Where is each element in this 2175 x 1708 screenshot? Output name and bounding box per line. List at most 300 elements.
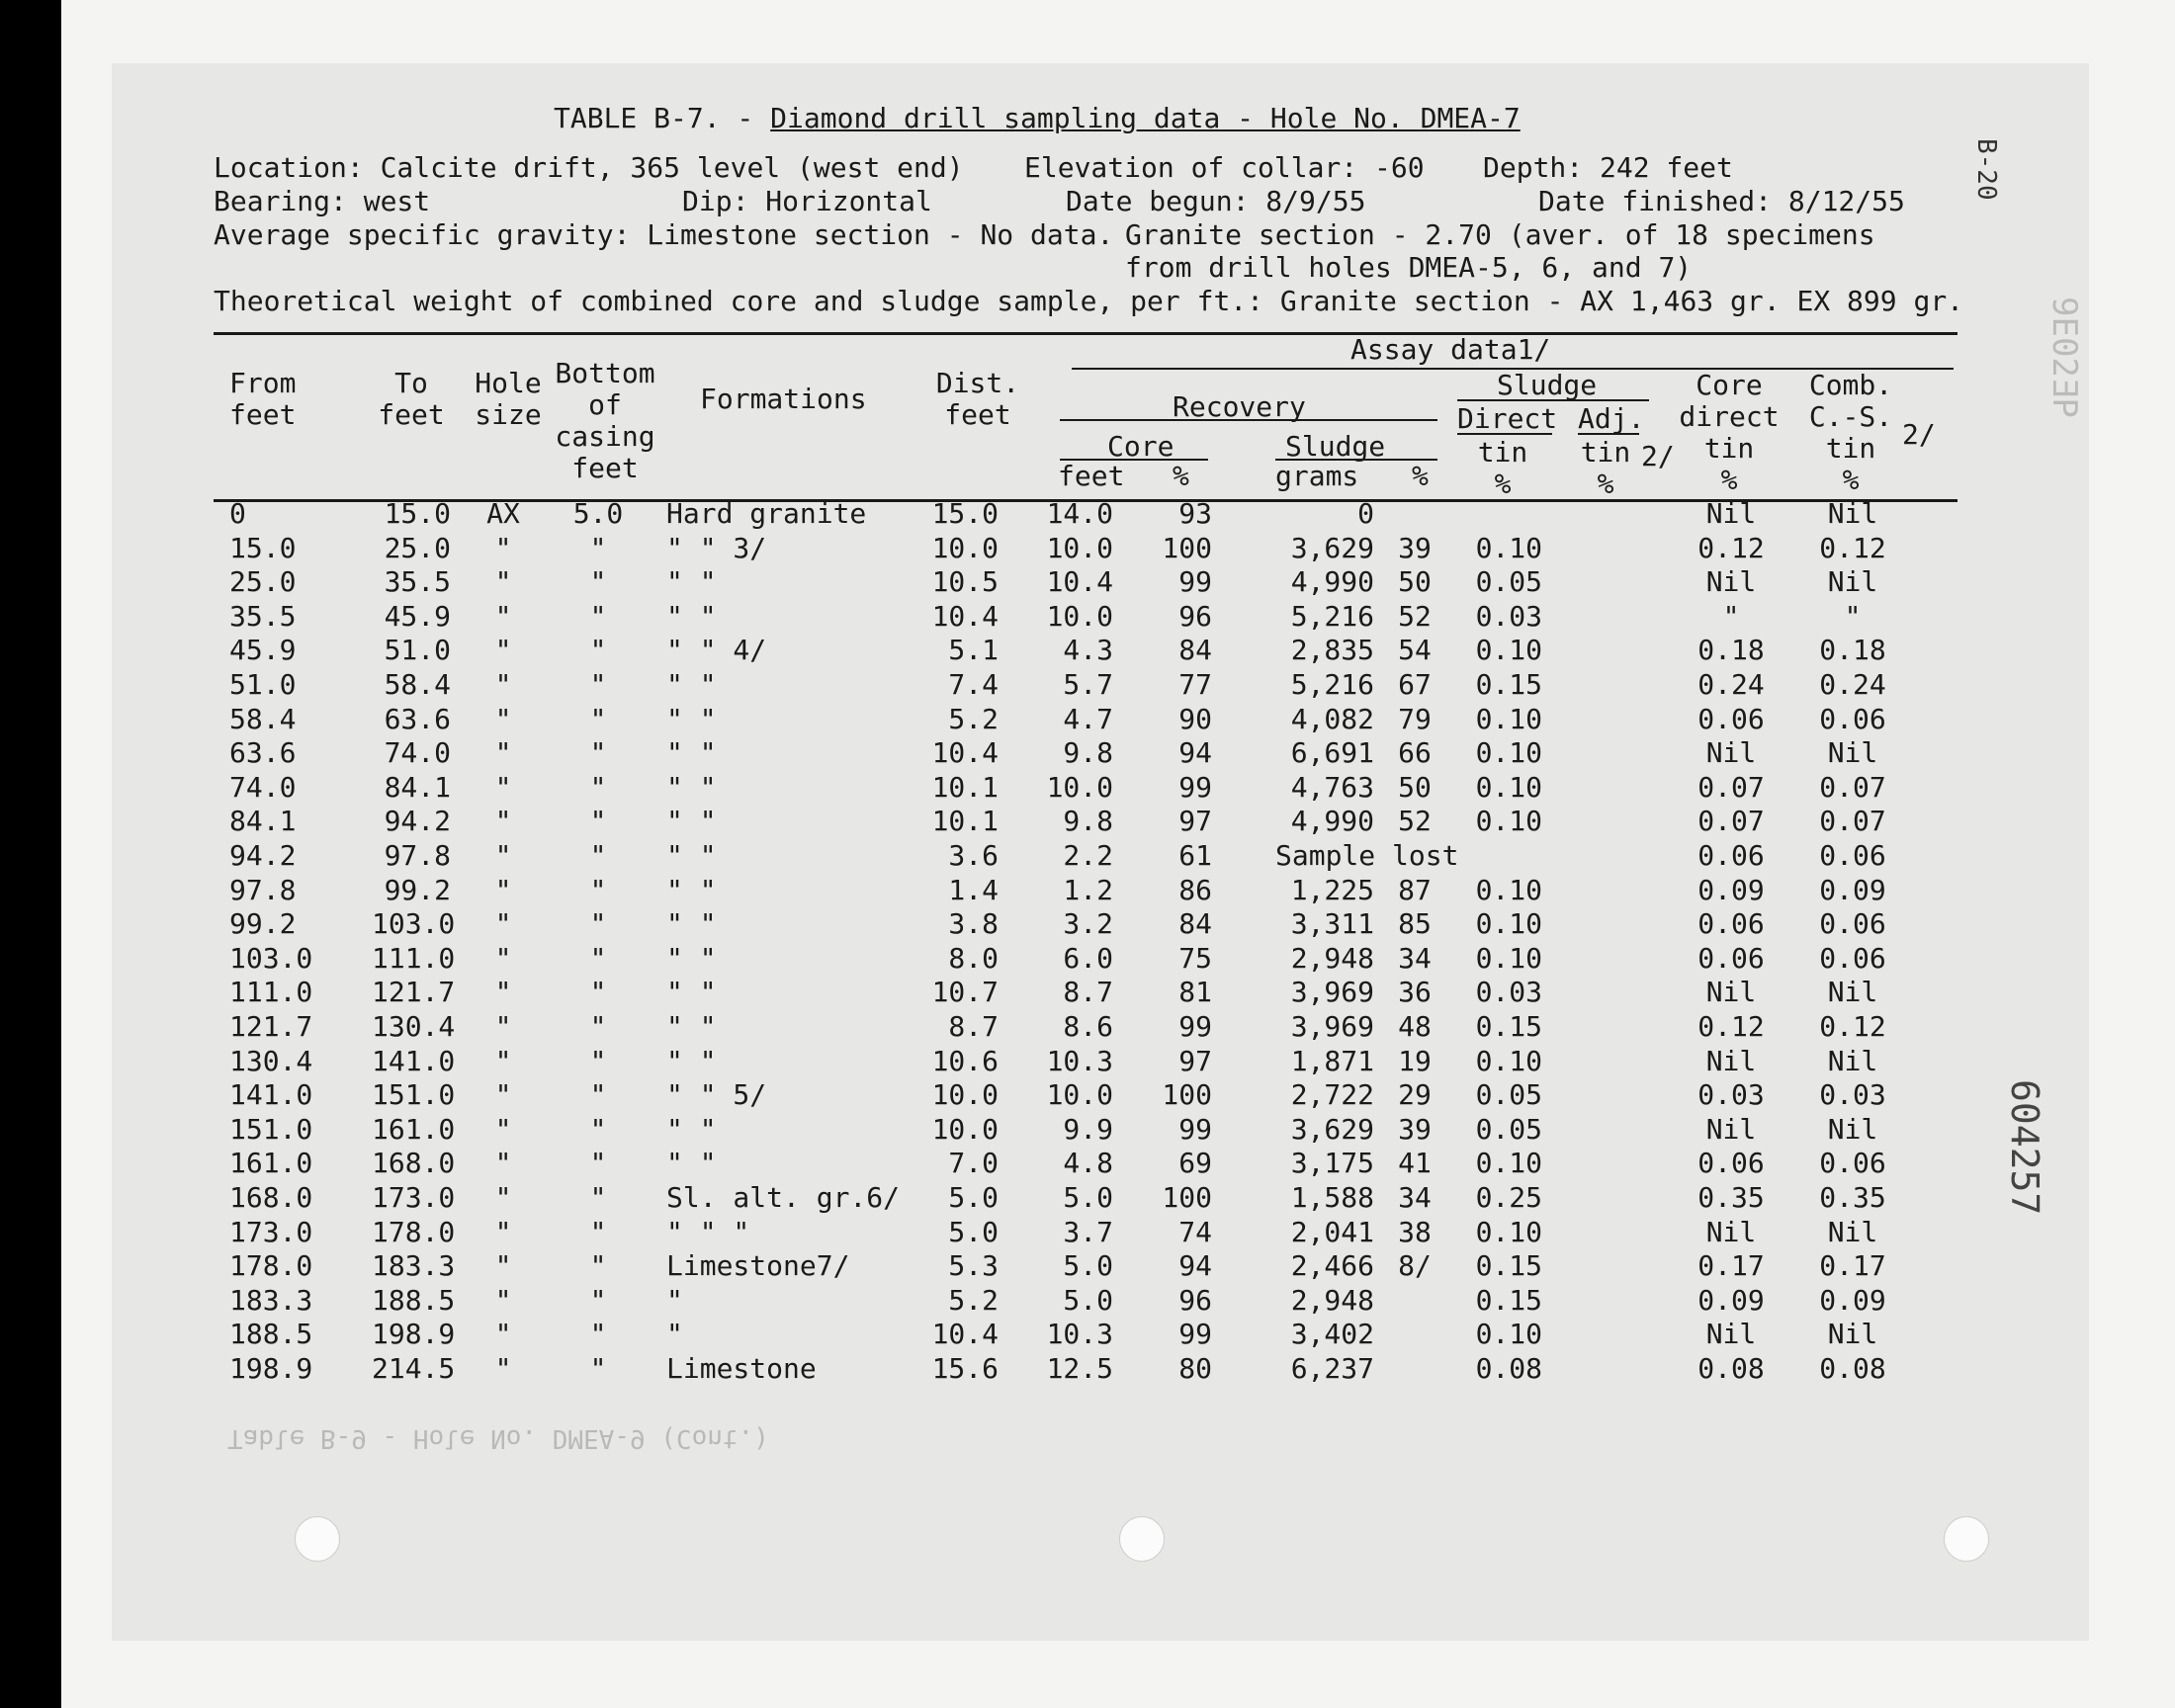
cell-core-pct: 86	[1178, 873, 1212, 906]
cell-formation: " "	[666, 565, 717, 599]
cell-hole-size: "	[494, 634, 512, 667]
cell-direct-tin: 0.10	[1475, 770, 1542, 804]
cell-dist: 10.1	[931, 770, 999, 804]
cell-formation: " "	[666, 873, 717, 906]
cell-to: 25.0	[384, 531, 451, 564]
cell-direct-tin: 0.10	[1475, 1318, 1542, 1351]
cell-dist: 15.0	[931, 497, 999, 530]
cell-dist: 10.1	[931, 805, 999, 838]
cell-core-feet: 9.8	[1063, 805, 1113, 838]
cell-bottom-casing: "	[589, 770, 607, 804]
cell-dist: 10.4	[931, 1318, 999, 1351]
cell-to: 99.2	[384, 873, 451, 906]
cell-core-pct: 77	[1178, 668, 1212, 701]
cell-core-direct-tin: 0.17	[1697, 1249, 1765, 1283]
cell-sludge-grams: 2,948	[1290, 941, 1374, 975]
cell-core-feet: 10.4	[1046, 565, 1113, 599]
cell-to: 188.5	[372, 1283, 456, 1317]
cell-dist: 1.4	[948, 873, 999, 906]
cell-sludge-pct: 50	[1398, 565, 1432, 599]
cell-to: 178.0	[372, 1215, 456, 1248]
cell-direct-tin: 0.10	[1475, 1044, 1542, 1077]
cell-direct-tin: 0.08	[1475, 1352, 1542, 1385]
cell-formation: " "	[666, 1044, 717, 1077]
cell-core-feet: 3.2	[1063, 907, 1113, 941]
elevation-line: Elevation of collar: -60	[1024, 151, 1425, 184]
cell-sludge-pct: 34	[1398, 941, 1432, 975]
cell-comb-tin: 0.06	[1819, 702, 1886, 735]
header-direct: Direct	[1457, 402, 1558, 435]
cell-dist: 7.0	[948, 1147, 999, 1180]
cell-direct-tin: 0.05	[1475, 1112, 1542, 1146]
cell-dist: 5.3	[948, 1249, 999, 1283]
cell-hole-size: "	[494, 770, 512, 804]
cell-sludge-grams: 0	[1357, 497, 1374, 530]
header-comb-note: 2/	[1902, 418, 1936, 451]
cell-sludge-pct: 39	[1398, 1112, 1432, 1146]
cell-comb-tin: Nil	[1827, 497, 1878, 530]
cell-comb-tin: 0.35	[1819, 1181, 1886, 1214]
cell-formation: "	[666, 1318, 683, 1351]
cell-comb-tin: "	[1844, 599, 1862, 633]
cell-to: 84.1	[384, 770, 451, 804]
cell-comb-tin: 0.06	[1819, 941, 1886, 975]
bearing-line: Bearing: west	[214, 185, 431, 217]
cell-formation: " "	[666, 702, 717, 735]
cell-hole-size: "	[494, 1147, 512, 1180]
cell-dist: 3.6	[948, 839, 999, 872]
cell-bottom-casing: "	[589, 941, 607, 975]
cell-core-pct: 94	[1178, 736, 1212, 770]
cell-core-direct-tin: Nil	[1705, 736, 1757, 770]
cell-core-pct: 99	[1178, 565, 1212, 599]
cell-comb-tin: 0.12	[1819, 531, 1886, 564]
cell-from: 111.0	[229, 976, 313, 1009]
cell-core-feet: 9.8	[1063, 736, 1113, 770]
cell-formation: " "	[666, 668, 717, 701]
cell-hole-size: "	[494, 976, 512, 1009]
cell-core-feet: 10.0	[1046, 770, 1113, 804]
cell-from: 178.0	[229, 1249, 313, 1283]
punch-hole-left	[295, 1516, 340, 1562]
title-prefix: TABLE B-7. -	[554, 102, 771, 134]
cell-bottom-casing: 5.0	[572, 497, 624, 530]
cell-core-pct: 94	[1178, 1249, 1212, 1283]
date-finished-line: Date finished: 8/12/55	[1538, 185, 1905, 217]
cell-formation: Limestone7/	[666, 1249, 850, 1283]
cell-core-feet: 10.0	[1046, 531, 1113, 564]
cell-core-direct-tin: 0.03	[1697, 1078, 1765, 1112]
cell-core-pct: 84	[1178, 634, 1212, 667]
cell-comb-tin: 0.17	[1819, 1249, 1886, 1283]
cell-bottom-casing: "	[589, 1044, 607, 1077]
cell-direct-tin: 0.10	[1475, 805, 1542, 838]
cell-core-feet: 5.0	[1063, 1283, 1113, 1317]
cell-comb-tin: 0.08	[1819, 1352, 1886, 1385]
cell-direct-tin: 0.05	[1475, 1078, 1542, 1112]
cell-direct-tin: 0.10	[1475, 1215, 1542, 1248]
header-recovery: Recovery	[1173, 390, 1306, 423]
cell-hole-size: "	[494, 565, 512, 599]
table-top-rule	[214, 332, 1958, 335]
cell-from: 25.0	[229, 565, 297, 599]
dip-line: Dip: Horizontal	[682, 185, 932, 217]
cell-core-feet: 8.6	[1063, 1010, 1113, 1043]
cell-core-direct-tin: Nil	[1705, 976, 1757, 1009]
cell-hole-size: "	[494, 1249, 512, 1283]
cell-hole-size: "	[494, 531, 512, 564]
cell-bottom-casing: "	[589, 1078, 607, 1112]
header-to: To feet	[378, 367, 445, 431]
cell-from: 198.9	[229, 1352, 313, 1385]
cell-bottom-casing: "	[589, 1215, 607, 1248]
header-assay-data: Assay data1/	[1350, 333, 1551, 366]
cell-comb-tin: 0.07	[1819, 805, 1886, 838]
header-sludge-grams: grams	[1275, 460, 1359, 492]
cell-direct-tin: 0.10	[1475, 873, 1542, 906]
cell-from: 58.4	[229, 702, 297, 735]
header-bottom-casing: Bottom of casing feet	[555, 357, 655, 484]
cell-from: 45.9	[229, 634, 297, 667]
cell-from: 97.8	[229, 873, 297, 906]
header-core-direct: Core direct tin %	[1679, 369, 1780, 496]
cell-dist: 10.5	[931, 565, 999, 599]
cell-sludge-grams: Sample lost	[1275, 839, 1459, 872]
cell-sludge-grams: 2,835	[1290, 634, 1374, 667]
cell-formation: " "	[666, 1147, 717, 1180]
cell-from: 63.6	[229, 736, 297, 770]
cell-bottom-casing: "	[589, 668, 607, 701]
cell-direct-tin: 0.05	[1475, 565, 1542, 599]
cell-to: 183.3	[372, 1249, 456, 1283]
cell-core-direct-tin: 0.06	[1697, 941, 1765, 975]
cell-from: 35.5	[229, 599, 297, 633]
cell-hole-size: AX	[486, 497, 520, 530]
cell-comb-tin: 0.24	[1819, 668, 1886, 701]
header-dist: Dist. feet	[935, 367, 1020, 431]
cell-hole-size: "	[494, 599, 512, 633]
cell-bottom-casing: "	[589, 1352, 607, 1385]
cell-comb-tin: 0.09	[1819, 873, 1886, 906]
cell-comb-tin: 0.06	[1819, 839, 1886, 872]
header-hole-size: Hole size	[475, 367, 542, 431]
cell-sludge-grams: 1,871	[1290, 1044, 1374, 1077]
cell-core-pct: 97	[1178, 805, 1212, 838]
punch-hole-right	[1944, 1516, 1989, 1562]
cell-dist: 5.0	[948, 1215, 999, 1248]
cell-core-direct-tin: Nil	[1705, 1318, 1757, 1351]
cell-core-pct: 99	[1178, 1318, 1212, 1351]
cell-sludge-grams: 2,041	[1290, 1215, 1374, 1248]
cell-to: 94.2	[384, 805, 451, 838]
cell-direct-tin: 0.15	[1475, 1283, 1542, 1317]
cell-core-direct-tin: 0.08	[1697, 1352, 1765, 1385]
cell-core-pct: 81	[1178, 976, 1212, 1009]
cell-sludge-grams: 2,466	[1290, 1249, 1374, 1283]
cell-core-direct-tin: 0.12	[1697, 531, 1765, 564]
cell-from: 141.0	[229, 1078, 313, 1112]
cell-core-direct-tin: "	[1722, 599, 1740, 633]
cell-core-direct-tin: Nil	[1705, 1215, 1757, 1248]
cell-core-feet: 9.9	[1063, 1112, 1113, 1146]
cell-dist: 5.1	[948, 634, 999, 667]
cell-core-direct-tin: 0.09	[1697, 1283, 1765, 1317]
cell-direct-tin: 0.10	[1475, 1147, 1542, 1180]
cell-core-feet: 10.0	[1046, 1078, 1113, 1112]
cell-direct-tin: 0.10	[1475, 702, 1542, 735]
cell-comb-tin: Nil	[1827, 1044, 1878, 1077]
cell-core-direct-tin: 0.06	[1697, 702, 1765, 735]
cell-to: 151.0	[372, 1078, 456, 1112]
cell-bottom-casing: "	[589, 1010, 607, 1043]
cell-to: 173.0	[372, 1181, 456, 1214]
cell-core-feet: 5.7	[1063, 668, 1113, 701]
cell-to: 58.4	[384, 668, 451, 701]
cell-sludge-grams: 3,175	[1290, 1147, 1374, 1180]
cell-core-pct: 74	[1178, 1215, 1212, 1248]
cell-sludge-grams: 6,691	[1290, 736, 1374, 770]
cell-hole-size: "	[494, 1112, 512, 1146]
cell-core-direct-tin: 0.06	[1697, 839, 1765, 872]
cell-core-direct-tin: 0.12	[1697, 1010, 1765, 1043]
cell-sludge-pct: 52	[1398, 805, 1432, 838]
cell-core-feet: 2.2	[1063, 839, 1113, 872]
cell-core-pct: 99	[1178, 1112, 1212, 1146]
depth-line: Depth: 242 feet	[1483, 151, 1733, 184]
cell-core-feet: 10.3	[1046, 1318, 1113, 1351]
cell-from: 173.0	[229, 1215, 313, 1248]
cell-sludge-pct: 29	[1398, 1078, 1432, 1112]
cell-direct-tin: 0.15	[1475, 1249, 1542, 1283]
cell-from: 161.0	[229, 1147, 313, 1180]
cell-from: 0	[229, 497, 246, 530]
cell-hole-size: "	[494, 873, 512, 906]
cell-sludge-pct: 66	[1398, 736, 1432, 770]
cell-core-feet: 1.2	[1063, 873, 1113, 906]
cell-direct-tin: 0.03	[1475, 599, 1542, 633]
cell-sludge-grams: 3,969	[1290, 976, 1374, 1009]
cell-sludge-grams: 4,082	[1290, 702, 1374, 735]
cell-comb-tin: Nil	[1827, 565, 1878, 599]
cell-direct-tin: 0.03	[1475, 976, 1542, 1009]
cell-core-pct: 96	[1178, 1283, 1212, 1317]
cell-core-pct: 99	[1178, 1010, 1212, 1043]
cell-core-pct: 100	[1162, 1181, 1212, 1214]
header-comb-cs: Comb. C.-S. tin %	[1808, 369, 1893, 496]
cell-core-feet: 4.3	[1063, 634, 1113, 667]
cell-to: 111.0	[372, 941, 456, 975]
cell-hole-size: "	[494, 702, 512, 735]
cell-bottom-casing: "	[589, 599, 607, 633]
cell-direct-tin: 0.15	[1475, 1010, 1542, 1043]
cell-core-pct: 93	[1178, 497, 1212, 530]
cell-comb-tin: 0.12	[1819, 1010, 1886, 1043]
cell-sludge-pct: 50	[1398, 770, 1432, 804]
cell-hole-size: "	[494, 1044, 512, 1077]
cell-comb-tin: 0.18	[1819, 634, 1886, 667]
cell-to: 45.9	[384, 599, 451, 633]
cell-core-pct: 96	[1178, 599, 1212, 633]
cell-from: 130.4	[229, 1044, 313, 1077]
cell-core-feet: 10.0	[1046, 599, 1113, 633]
theoretical-weight-line: Theoretical weight of combined core and sludge sample, per ft.: Granite section - AX 1,463 gr. EX 899 gr.	[214, 285, 1964, 317]
cell-bottom-casing: "	[589, 531, 607, 564]
cell-comb-tin: Nil	[1827, 1215, 1878, 1248]
cell-dist: 10.4	[931, 736, 999, 770]
cell-core-feet: 5.0	[1063, 1181, 1113, 1214]
cell-formation: " " 4/	[666, 634, 767, 667]
cell-sludge-grams: 3,402	[1290, 1318, 1374, 1351]
cell-bottom-casing: "	[589, 634, 607, 667]
gravity-line-2: Granite section - 2.70 (aver. of 18 specimens	[1125, 218, 1875, 251]
cell-hole-size: "	[494, 1318, 512, 1351]
date-begun-line: Date begun: 8/9/55	[1066, 185, 1366, 217]
cell-sludge-grams: 6,237	[1290, 1352, 1374, 1385]
header-formations: Formations	[700, 383, 867, 415]
cell-sludge-pct: 38	[1398, 1215, 1432, 1248]
cell-from: 15.0	[229, 531, 297, 564]
cell-sludge-pct: 48	[1398, 1010, 1432, 1043]
table-title	[554, 103, 1521, 134]
cell-to: 103.0	[372, 907, 456, 941]
header-core-pct: %	[1173, 460, 1189, 492]
header-adj-tin: tin %	[1580, 436, 1631, 500]
cell-core-direct-tin: 0.24	[1697, 668, 1765, 701]
cell-comb-tin: 0.06	[1819, 907, 1886, 941]
header-from: From feet	[229, 367, 297, 431]
cell-to: 51.0	[384, 634, 451, 667]
cell-dist: 10.4	[931, 599, 999, 633]
cell-core-direct-tin: 0.09	[1697, 873, 1765, 906]
cell-formation: " "	[666, 599, 717, 633]
cell-hole-size: "	[494, 1010, 512, 1043]
cell-core-feet: 3.7	[1063, 1215, 1113, 1248]
cell-formation: " " 5/	[666, 1078, 767, 1112]
cell-sludge-grams: 4,763	[1290, 770, 1374, 804]
cell-bottom-casing: "	[589, 1112, 607, 1146]
document-number-label: 604257	[2003, 1079, 2046, 1216]
cell-sludge-pct: 52	[1398, 599, 1432, 633]
cell-sludge-grams: 5,216	[1290, 668, 1374, 701]
page-id-label: B-20	[1971, 138, 2001, 201]
cell-dist: 15.6	[931, 1352, 999, 1385]
cell-core-feet: 4.8	[1063, 1147, 1113, 1180]
cell-bottom-casing: "	[589, 1249, 607, 1283]
cell-dist: 10.0	[931, 531, 999, 564]
cell-bottom-casing: "	[589, 1147, 607, 1180]
cell-sludge-grams: 4,990	[1290, 805, 1374, 838]
cell-sludge-pct: 87	[1398, 873, 1432, 906]
cell-to: 161.0	[372, 1112, 456, 1146]
cell-dist: 10.7	[931, 976, 999, 1009]
cell-formation: Sl. alt. gr.6/	[666, 1181, 901, 1214]
cell-sludge-pct: 41	[1398, 1147, 1432, 1180]
cell-core-feet: 10.3	[1046, 1044, 1113, 1077]
cell-core-direct-tin: Nil	[1705, 565, 1757, 599]
cell-bottom-casing: "	[589, 565, 607, 599]
bleed-through-text: Table B-9 - Hole No. DMEA-9 (Cont.)	[227, 1423, 769, 1453]
header-adj-note: 2/	[1641, 440, 1675, 472]
cell-formation: Limestone	[666, 1352, 817, 1385]
cell-comb-tin: Nil	[1827, 736, 1878, 770]
cell-sludge-grams: 5,216	[1290, 599, 1374, 633]
cell-sludge-grams: 1,225	[1290, 873, 1374, 906]
cell-formation: " "	[666, 736, 717, 770]
cell-core-pct: 97	[1178, 1044, 1212, 1077]
cell-bottom-casing: "	[589, 1318, 607, 1351]
cell-core-feet: 5.0	[1063, 1249, 1113, 1283]
cell-hole-size: "	[494, 736, 512, 770]
cell-core-feet: 12.5	[1046, 1352, 1113, 1385]
cell-to: 198.9	[372, 1318, 456, 1351]
cell-formation: " "	[666, 941, 717, 975]
cell-comb-tin: Nil	[1827, 976, 1878, 1009]
header-core: Core	[1107, 430, 1174, 463]
location-line: Location: Calcite drift, 365 level (west end)	[214, 151, 964, 184]
header-adj: Adj.	[1578, 402, 1645, 435]
cell-hole-size: "	[494, 1215, 512, 1248]
cell-core-pct: 80	[1178, 1352, 1212, 1385]
cell-dist: 3.8	[948, 907, 999, 941]
cell-dist: 8.7	[948, 1010, 999, 1043]
cell-core-direct-tin: 0.06	[1697, 907, 1765, 941]
cell-formation: " " "	[666, 1215, 750, 1248]
cell-from: 188.5	[229, 1318, 313, 1351]
cell-core-direct-tin: Nil	[1705, 1044, 1757, 1077]
cell-dist: 10.0	[931, 1078, 999, 1112]
cell-from: 84.1	[229, 805, 297, 838]
cell-bottom-casing: "	[589, 736, 607, 770]
cell-formation: " "	[666, 1010, 717, 1043]
cell-core-direct-tin: Nil	[1705, 497, 1757, 530]
cell-to: 121.7	[372, 976, 456, 1009]
cell-direct-tin: 0.10	[1475, 907, 1542, 941]
cell-core-direct-tin: 0.07	[1697, 805, 1765, 838]
cell-bottom-casing: "	[589, 839, 607, 872]
cell-formation: "	[666, 1283, 683, 1317]
cell-sludge-pct: 39	[1398, 531, 1432, 564]
cell-core-pct: 100	[1162, 1078, 1212, 1112]
cell-to: 63.6	[384, 702, 451, 735]
cell-to: 168.0	[372, 1147, 456, 1180]
cell-direct-tin: 0.15	[1475, 668, 1542, 701]
header-sludge-tin: Sludge	[1497, 369, 1598, 401]
cell-core-feet: 4.7	[1063, 702, 1113, 735]
title-main: Diamond drill sampling data - Hole No. DMEA-7	[770, 102, 1521, 134]
cell-to: 130.4	[372, 1010, 456, 1043]
cell-bottom-casing: "	[589, 805, 607, 838]
cell-core-direct-tin: 0.35	[1697, 1181, 1765, 1214]
cell-from: 99.2	[229, 907, 297, 941]
cell-sludge-pct: 19	[1398, 1044, 1432, 1077]
cell-formation: " "	[666, 839, 717, 872]
cell-bottom-casing: "	[589, 976, 607, 1009]
cell-core-direct-tin: Nil	[1705, 1112, 1757, 1146]
cell-direct-tin: 0.10	[1475, 634, 1542, 667]
cell-hole-size: "	[494, 1352, 512, 1385]
cell-to: 141.0	[372, 1044, 456, 1077]
cell-from: 103.0	[229, 941, 313, 975]
cell-sludge-grams: 3,969	[1290, 1010, 1374, 1043]
cell-hole-size: "	[494, 839, 512, 872]
cell-from: 183.3	[229, 1283, 313, 1317]
cell-to: 97.8	[384, 839, 451, 872]
cell-direct-tin: 0.10	[1475, 736, 1542, 770]
cell-sludge-pct: 34	[1398, 1181, 1432, 1214]
cell-core-feet: 6.0	[1063, 941, 1113, 975]
cell-core-feet: 8.7	[1063, 976, 1113, 1009]
cell-from: 51.0	[229, 668, 297, 701]
